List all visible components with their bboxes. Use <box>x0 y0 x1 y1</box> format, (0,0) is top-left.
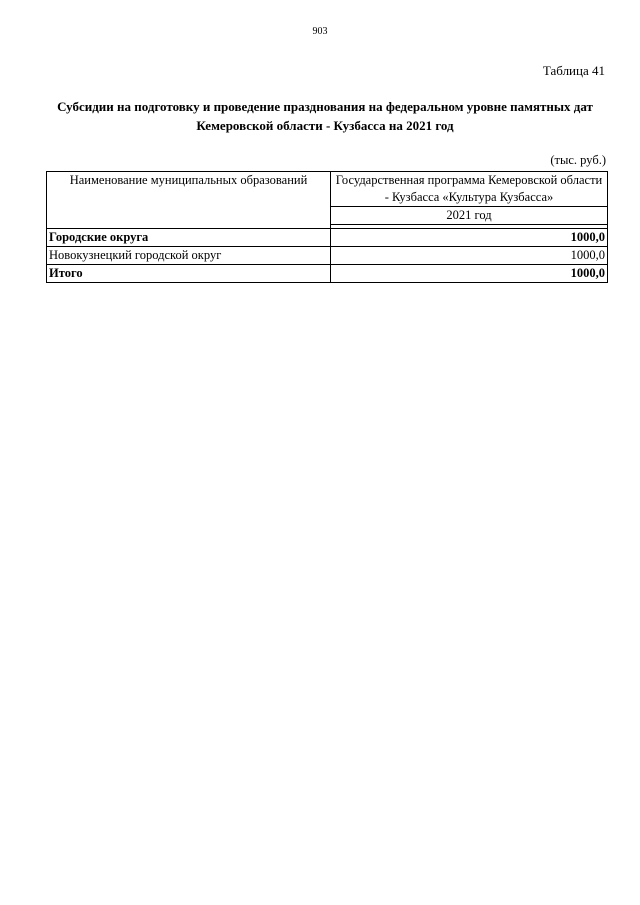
table-caption: Таблица 41 <box>542 63 605 78</box>
subsidy-table <box>46 171 608 283</box>
row-name: Новокузнецкий городской округ <box>47 247 331 265</box>
header-program: Государственная программа Кемеровской области - Кузбасса «Культура Кузбасса» <box>331 172 608 207</box>
page-number: 903 <box>312 26 328 37</box>
row-name: Городские округа <box>47 229 331 247</box>
row-value: 1000,0 <box>331 247 608 265</box>
units-label: (тыс. руб.) <box>550 153 606 167</box>
row-name: Итого <box>47 265 331 283</box>
table-header-row <box>47 172 608 207</box>
table-row <box>47 265 608 283</box>
table-row <box>47 229 608 247</box>
header-year: 2021 год <box>331 207 608 225</box>
table-row <box>47 247 608 265</box>
row-value: 1000,0 <box>331 229 608 247</box>
document-title: Субсидии на подготовку и проведение празднования на федеральном уровне памятных дат Кемеровской области - Кузбасса на 2021 год <box>57 99 593 133</box>
row-value: 1000,0 <box>331 265 608 283</box>
header-municipality-name: Наименование муниципальных образований <box>47 172 331 229</box>
